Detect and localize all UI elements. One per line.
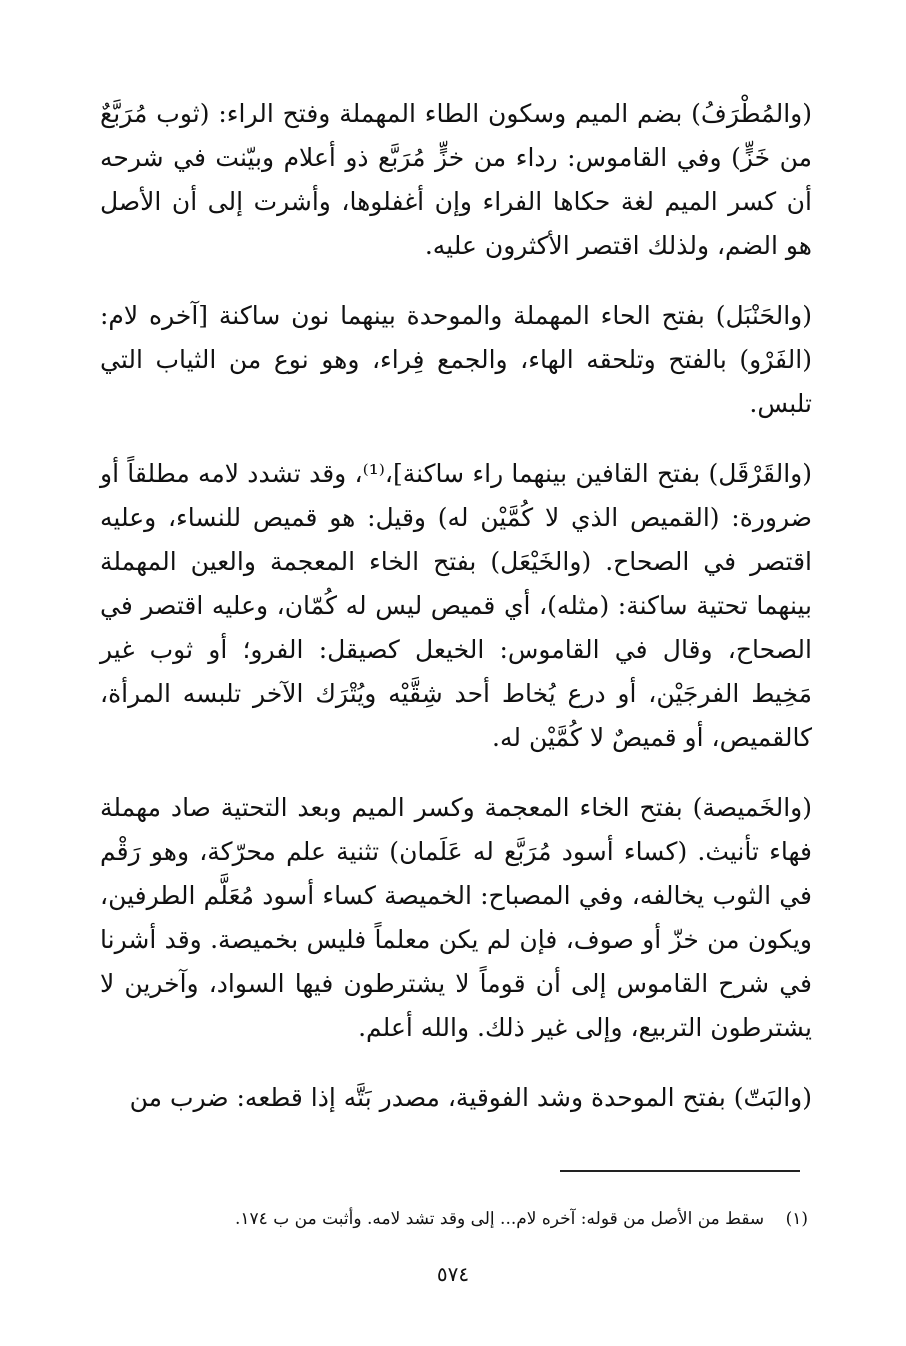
paragraph-hanbal: (والحَنْبَل) بفتح الحاء المهملة والموحدة بينهما نون ساكنة [آخره لام: (الفَرْو) بالفتح وتلحقه الهاء، والجمع فِراء، وهو نوع من الثياب التي تلبس.	[100, 301, 812, 418]
page-body	[100, 92, 812, 1120]
footnote-divider	[560, 1170, 800, 1172]
footnote-text: سقط من الأصل من قوله: آخره لام... إلى وقد تشد لامه. وأثبت من ب ١٧٤.	[235, 1209, 765, 1229]
footnote	[120, 1206, 808, 1232]
paragraph-khamisa: (والخَميصة) بفتح الخاء المعجمة وكسر الميم وبعد التحتية صاد مهملة فهاء تأنيث. (كساء أسود مُرَبَّع له عَلَمان) تثنية علم محرّكة، وهو رَقْم في الثوب يخالفه، وفي المصباح: الخميصة كساء أسود مُعَلَّم الطرفين، ويكون من خزّ أو صوف، فإن لم يكن معلماً فليس بخميصة. وقد أشرنا في شرح القاموس إلى أن قوماً لا يشترطون فيها السواد، وآخرين لا يشترطون التربيع، وإلى غير ذلك. والله أعلم.	[100, 793, 812, 1042]
paragraph-batt: (والبَتّ) بفتح الموحدة وشد الفوقية، مصدر بَتَّه إذا قطعه: ضرب من	[129, 1083, 812, 1112]
footnote-number: (١)	[785, 1209, 808, 1229]
page-number: ٥٧٤	[436, 1262, 470, 1286]
paragraph-mutraf: (والمُطْرَفُ) بضم الميم وسكون الطاء المهملة وفتح الراء: (ثوب مُرَبَّعٌ من خَزٍّ) وفي القاموس: رداء من خزٍّ مُرَبَّع ذو أعلام وبيّنت في شرحه أن كسر الميم لغة حكاها الفراء وإن أغفلوها، وأشرت إلى أن الأصل هو الضم، ولذلك اقتصر الأكثرون عليه.	[100, 99, 812, 260]
paragraph-qarqal: (والقَرْقَل) بفتح القافين بينهما راء ساكنة]،⁽¹⁾، وقد تشدد لامه مطلقاً أو ضرورة: (القميص الذي لا كُمَّيْن له) وقيل: هو قميص للنساء، وعليه اقتصر في الصحاح. (والخَيْعَل) بفتح الخاء المعجمة والعين المهملة بينهما تحتية ساكنة: (مثله)، أي قميص ليس له كُمّان، وعليه اقتصر في الصحاح، وقال في القاموس: الخيعل كصيقل: الفرو؛ أو ثوب غير مَخِيط الفرجَيْن، أو درع يُخاط أحد شِقَّيْه ويُتْرَك الآخر تلبسه المرأة، كالقميص، أو قميصٌ لا كُمَّيْن له.	[100, 459, 812, 752]
